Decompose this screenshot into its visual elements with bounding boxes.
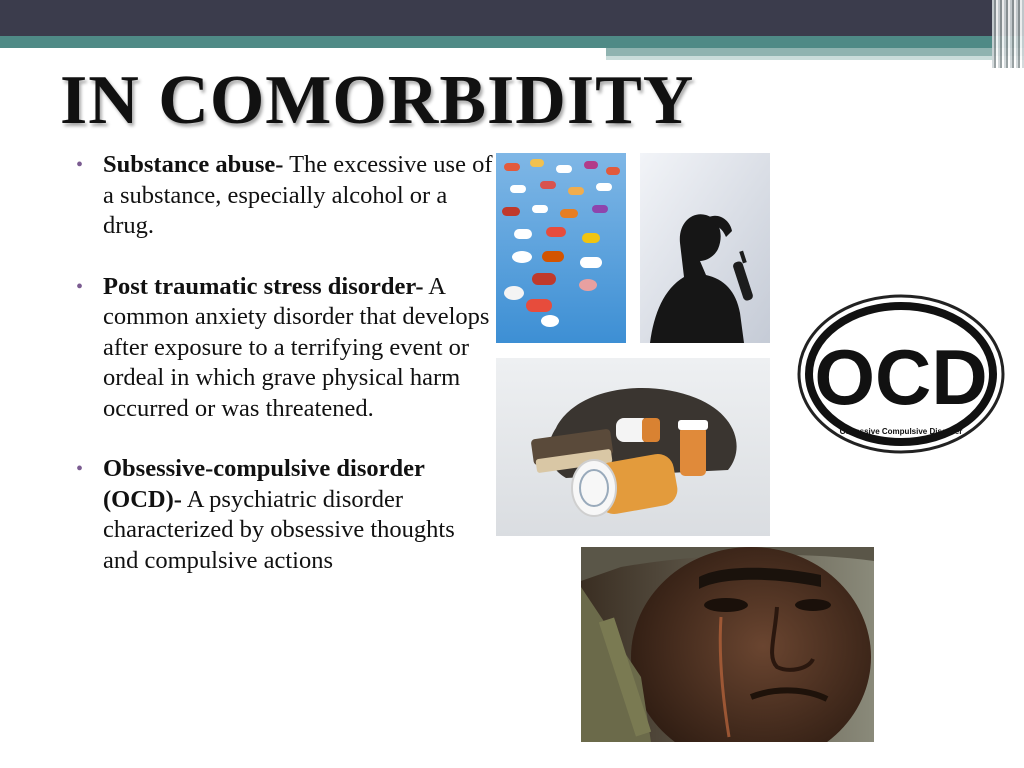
decorative-stripes — [992, 0, 1024, 68]
despair-silhouette-image — [640, 153, 770, 343]
bullet-definition: A common anxiety disorder that develops after exposure to a terrifying event or ordeal in which grave physical harm occurred or was threatened. — [103, 272, 490, 422]
bullet-list — [76, 150, 496, 606]
accent-band-tertiary — [606, 56, 1024, 60]
ocd-sticker-caption: Obsessive Compulsive Disorder — [839, 427, 963, 436]
bullet-term: Substance abuse- — [103, 151, 284, 178]
accent-band — [0, 36, 1024, 48]
accent-band-secondary — [606, 48, 1024, 56]
bullet-definition: The excessive use of a substance, especially alcohol or a drug. — [103, 151, 493, 239]
pills-image — [496, 153, 626, 343]
bullet-ptsd — [76, 272, 496, 425]
slide-title: IN COMORBIDITY — [60, 62, 695, 139]
pill-bottles-image — [496, 358, 770, 536]
ocd-sticker-image — [796, 292, 1006, 458]
bullet-dot-icon: • — [76, 154, 84, 176]
bullet-dot-icon: • — [76, 458, 84, 480]
top-header-bar — [0, 0, 1024, 36]
bullet-term: Post traumatic stress disorder- — [103, 272, 424, 300]
bullet-ocd — [76, 454, 496, 576]
crying-soldier-image — [581, 547, 874, 742]
ocd-sticker-text: OCD — [814, 333, 988, 421]
bullet-substance-abuse — [76, 150, 496, 242]
bullet-dot-icon: • — [76, 275, 84, 298]
bullet-definition: A psychiatric disorder characterized by obsessive thoughts and compulsive actions — [103, 485, 455, 574]
bullet-term: Obsessive-compulsive disorder (OCD)- — [103, 455, 425, 513]
